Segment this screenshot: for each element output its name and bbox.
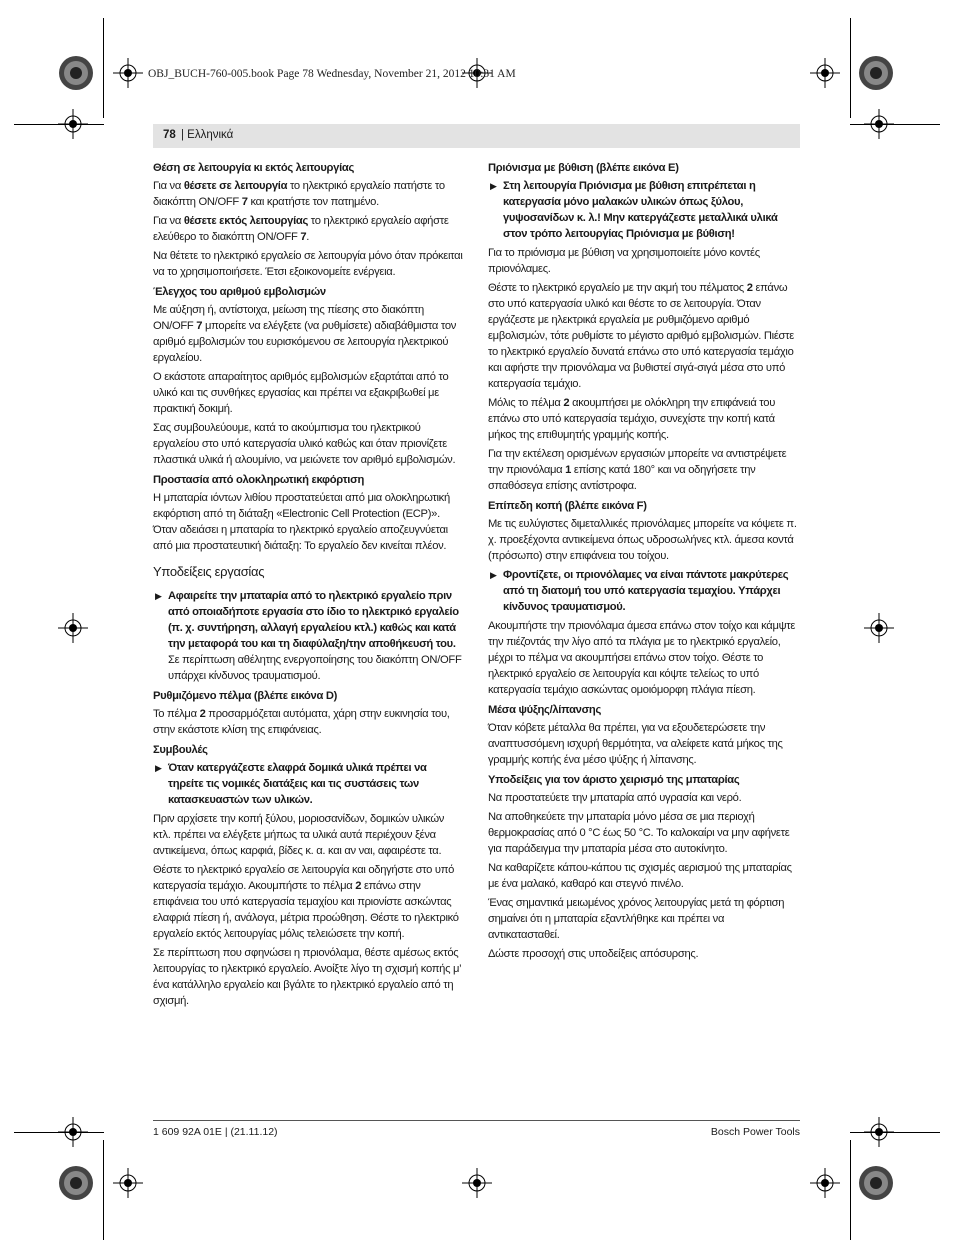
crosshair-icon (113, 1168, 143, 1198)
body-paragraph: Η μπαταρία ιόντων λιθίου προστατεύεται από μια ολοκληρωτική εκφόρτιση από τη διάταξη «Electronic Cell Protection (ECP)». Όταν αδειάσει η μπαταρία το ηλεκτρικό εργαλείο αποζευγνύεται από μια προστατευτική διάταξη: Το εργαλείο δεν κινείται πλέον. (153, 492, 450, 552)
crosshair-icon (810, 1168, 840, 1198)
body-paragraph: Ακουμπήστε την πριονόλαμα άμεσα επάνω στον τοίχο και κάμψτε την πιέζοντάς την λίγο από τα πλάγια με το ηλεκτρικό εργαλείο, μέχρι το πέλμα να ακουμπήσει επάνω στον τοίχο. Θέστε το ηλεκτρικό εργαλείο σε λειτουργία και κόψτε τελείως το υπό κατεργασία τεμάχιο ασκώντας ομοιόμορφη πλάγια πίεση. (488, 620, 796, 696)
crosshair-icon (58, 109, 88, 139)
body-paragraph: Να προστατεύετε την μπαταρία από υγρασία και νερό. (488, 792, 742, 804)
registration-target-icon (858, 1165, 894, 1201)
warning-paragraph (153, 760, 463, 808)
bullet-triangle-icon: ▶ (155, 763, 162, 773)
subsection-heading: Ρυθμιζόμενο πέλμα (βλέπε εικόνα D) (153, 690, 338, 702)
warning-text: Αφαιρείτε την μπαταρία από το ηλεκτρικό εργαλείο πριν από οποιαδήποτε εργασία στο ίδιο το ηλεκτρικό εργαλείο (π. χ. συντήρηση, αλλαγή εργαλείου κτλ.) καθώς και κατά την μεταφορά του και τη διαφύλαξη/την αποθήκευσή του. Σε περίπτωση αθέλητης ενεργοποίησης του διακόπτη ON/OFF υπάρχει κίνδυνος τραυματισμού. (168, 590, 462, 682)
body-paragraph: Σας συμβουλεύουμε, κατά το ακούμπισμα του ηλεκτρικού εργαλείου στο υπό κατεργασία υλικό καθώς και όταν πριονίζετε πλαστικά υλικά ή αλουμίνιο, να μειώνετε τον αριθμό εμβολισμών. (153, 422, 456, 466)
registration-target-icon (58, 1165, 94, 1201)
subsection-heading: Προστασία από ολοκληρωτική εκφόρτιση (153, 474, 364, 486)
warning-paragraph (488, 178, 798, 242)
body-paragraph: Το πέλμα 2 προσαρμόζεται αυτόματα, χάρη στην ευκινησία του, στην εκάστοτε κλίση της επιφάνειας. (153, 708, 450, 736)
left-column (153, 156, 463, 1012)
page-header (153, 124, 800, 148)
right-column (488, 156, 798, 965)
subsection-heading: Έλεγχος του αριθμού εμβολισμών (153, 286, 326, 298)
crosshair-icon (864, 109, 894, 139)
page-number: 78 (163, 129, 176, 141)
registration-target-icon (58, 55, 94, 91)
body-paragraph: Θέστε το ηλεκτρικό εργαλείο σε λειτουργία και οδηγήστε στο υπό κατεργασία τεμάχιο. Ακουμπήστε το πέλμα 2 επάνω στην επιφάνεια του υπό κατεργασία τεμαχίου και πριονίστε ασκώντας ελαφριά πίεση ή, ανάλογα, μέτρια προώθηση. Θέστε το ηλεκτρικό εργαλείο εκτός λειτουργίας μόλις τελειώσετε την κοπή. (153, 864, 459, 940)
body-paragraph: Για να θέσετε εκτός λειτουργίας το ηλεκτρικό εργαλείο αφήστε ελεύθερο το διακόπτη ON/OFF 7. (153, 215, 449, 243)
crosshair-icon (864, 613, 894, 643)
subsection-heading: Συμβουλές (153, 744, 208, 756)
body-paragraph: Για το πριόνισμα με βύθιση να χρησιμοποιείτε μόνο κοντές πριονόλαμες. (488, 247, 760, 275)
footer-doc-id: 1 609 92A 01E | (21.11.12) (153, 1126, 278, 1138)
warning-paragraph (153, 588, 463, 684)
warning-text: Στη λειτουργία Πριόνισμα με βύθιση επιτρέπεται η κατεργασία μόνο μαλακών υλικών όπως ξύλου, γυψοσανίδων κ. λ.! Μην κατεργάζεστε μεταλλικά υλικά στον τρόπο λειτουργίας Πριόνισμα με βύθιση! (503, 180, 778, 240)
footer-divider (153, 1120, 800, 1121)
crosshair-icon (58, 613, 88, 643)
body-paragraph: Όταν κόβετε μέταλλα θα πρέπει, για να εξουδετερώσετε την αναπτυσσόμενη ισχυρή θερμότητα, να αλείφετε κατά μήκος της γραμμής κοπής ένα μέσο ψύξης ή λίπανσης. (488, 722, 783, 766)
body-paragraph: Ο εκάστοτε απαραίτητος αριθμός εμβολισμών εξαρτάται από το υλικό και τις συνθήκες εργασίας και πρέπει να εξακριβωθεί με πρακτική δοκιμή. (153, 371, 449, 415)
body-paragraph: Με τις ευλύγιστες διμεταλλικές πριονόλαμες μπορείτε να κόψετε π. χ. προεξέχοντα αντικείμενα όπως υδροσωλήνες κτλ. άμεσα κοντά (πρόσωπο) στην επιφάνεια του τοίχου. (488, 518, 797, 562)
subsection-heading: Θέση σε λειτουργία κι εκτός λειτουργίας (153, 162, 354, 174)
section-heading: Υποδείξεις εργασίας (153, 564, 265, 579)
crosshair-icon (810, 58, 840, 88)
print-slug: OBJ_BUCH-760-005.book Page 78 Wednesday, November 21, 2012 10:31 AM (148, 68, 516, 80)
subsection-heading: Υποδείξεις για τον άριστο χειρισμό της μπαταρίας (488, 774, 740, 786)
crosshair-icon (58, 1117, 88, 1147)
subsection-heading: Μέσα ψύξης/λίπανσης (488, 704, 601, 716)
body-paragraph: Μόλις το πέλμα 2 ακουμπήσει με ολόκληρη την επιφάνειά του επάνω στο υπό κατεργασία τεμάχιο, συνεχίστε την κοπή κατά μήκος της επιθυμητής γραμμής κοπής. (488, 397, 776, 441)
body-paragraph: Να αποθηκεύετε την μπαταρία μόνο μέσα σε μια περιοχή θερμοκρασίας από 0 °C έως 50 °C. Το καλοκαίρι να μην αφήνετε για παράδειγμα την μπαταρία μέσα στο αυτοκίνητο. (488, 811, 790, 855)
warning-paragraph (488, 567, 798, 615)
body-paragraph: Να καθαρίζετε κάπου-κάπου τις σχισμές αερισμού της μπαταρίας με ένα μαλακό, καθαρό και στεγνό πινέλο. (488, 862, 792, 890)
bullet-triangle-icon: ▶ (490, 570, 497, 580)
body-paragraph: Πριν αρχίσετε την κοπή ξύλου, μοριοσανίδων, δομικών υλικών κτλ. πρέπει να ελέγξετε μήπως τα υλικά αυτά περιέχουν ξένα αντικείμενα, όπως καρφιά, βίδες κ. α. και αν ναι, αφαιρέστε τα. (153, 813, 445, 857)
body-paragraph: Για να θέσετε σε λειτουργία το ηλεκτρικό εργαλείο πατήστε το διακόπτη ON/OFF 7 και κρατήστε τον πατημένο. (153, 180, 445, 208)
subsection-heading: Επίπεδη κοπή (βλέπε εικόνα F) (488, 500, 647, 512)
body-paragraph: Για την εκτέλεση ορισμένων εργασιών μπορείτε να αντιστρέψετε την πριονόλαμα 1 επίσης κατά 180° και να οδηγήσετε την σπαθόσεγα επίσης αντίστροφα. (488, 448, 787, 492)
crosshair-icon (113, 58, 143, 88)
body-paragraph: Να θέτετε το ηλεκτρικό εργαλείο σε λειτουργία μόνο όταν πρόκειται να το χρησιμοποιήσετε. Έτσι εξοικονομείτε ενέργεια. (153, 250, 463, 278)
body-paragraph: Με αύξηση ή, αντίστοιχα, μείωση της πίεσης στο διακόπτη ON/OFF 7 μπορείτε να ελέγξετε (να ρυθμίσετε) αδιαβάθμιστα τον αριθμό εμβολισμών του ευρισκόμενου σε λειτουργία ηλεκτρικού εργαλείου. (153, 304, 457, 364)
body-paragraph: Σε περίπτωση που σφηνώσει η πριονόλαμα, θέστε αμέσως εκτός λειτουργίας το ηλεκτρικό εργαλείο. Ανοίξτε λίγο τη σχισμή κοπής μ’ ένα κατάλληλο εργαλείο και βγάλτε το ηλεκτρικό εργαλείο από τη σχισμή. (153, 947, 461, 1007)
warning-text: Όταν κατεργάζεστε ελαφρά δομικά υλικά πρέπει να τηρείτε τις νομικές διατάξεις και τις συστάσεις των κατασκευαστών των υλικών. (168, 762, 427, 806)
subsection-heading: Πριόνισμα με βύθιση (βλέπε εικόνα E) (488, 162, 679, 174)
footer-brand: Bosch Power Tools (710, 1126, 800, 1138)
bullet-triangle-icon: ▶ (155, 591, 162, 601)
language-label: | Ελληνικά (181, 129, 234, 141)
body-paragraph: Ένας σημαντικά μειωμένος χρόνος λειτουργίας μετά τη φόρτιση σημαίνει ότι η μπαταρία εξαντλήθηκε και πρέπει να αντικατασταθεί. (488, 897, 785, 941)
body-paragraph: Δώστε προσοχή στις υποδείξεις απόσυρσης. (488, 948, 699, 960)
body-paragraph: Θέστε το ηλεκτρικό εργαλείο με την ακμή του πέλματος 2 επάνω στο υπό κατεργασία υλικό και θέστε το σε λειτουργία. Όταν εργάζεστε με ηλεκτρικά εργαλεία με ρυθμιζόμενο αριθμό εμβολισμών, τότε ρυθμίστε το μέγιστο αριθμό εμβολισμών. Πιέστε το ηλεκτρικό εργαλείο δυνατά επάνω στο υπό κατεργασία τεμάχιο και αφήστε την πριονόλαμα να βυθιστεί σιγά-σιγά μέσα στο υπό κατεργασία τεμάχιο. (488, 282, 794, 390)
registration-target-icon (858, 55, 894, 91)
warning-text: Φροντίζετε, οι πριονόλαμες να είναι πάντοτε μακρύτερες από τη διατομή του υπό κατεργασία τεμαχίου. Υπάρχει κίνδυνος τραυματισμού. (503, 569, 789, 613)
crosshair-icon (462, 1168, 492, 1198)
crosshair-icon (864, 1117, 894, 1147)
bullet-triangle-icon: ▶ (490, 181, 497, 191)
